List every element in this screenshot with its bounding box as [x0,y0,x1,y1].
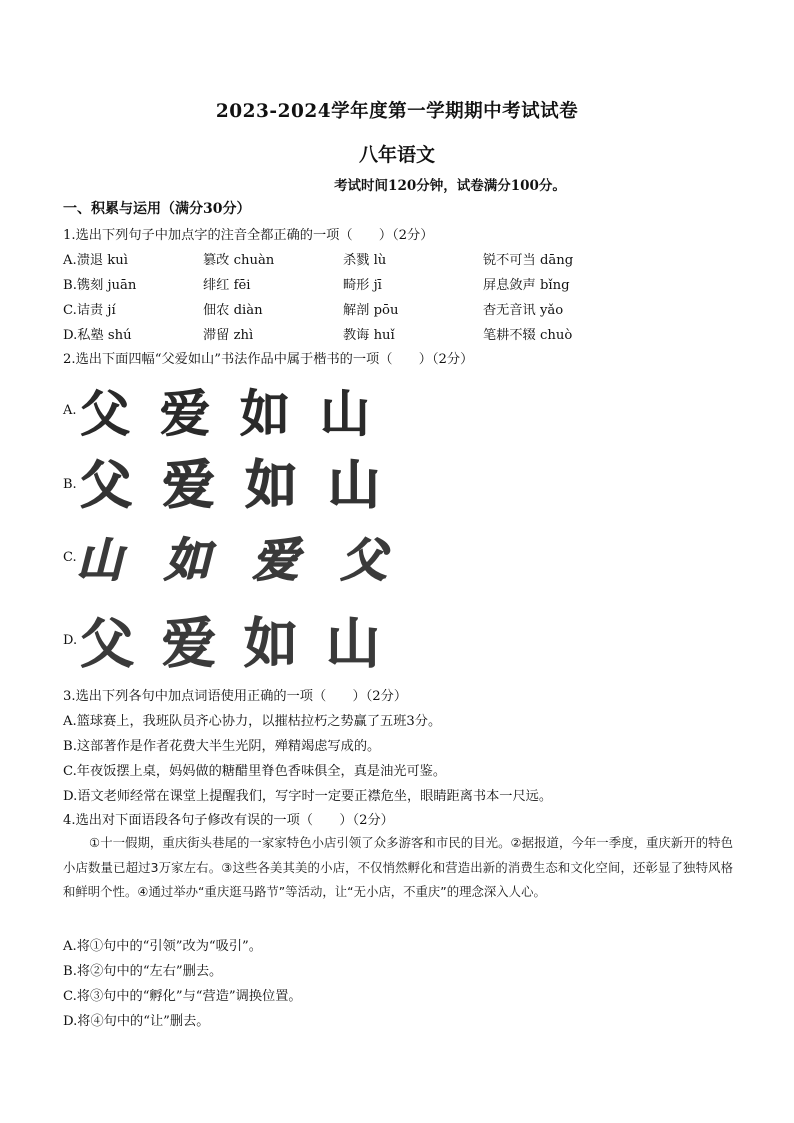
q1-cell: A.溃退 kuì [63,253,128,268]
q1-row-b [63,274,743,294]
q1-row-c [63,299,743,319]
calligraphy-c-glyphs: 山如爱父 [73,534,397,588]
calligraphy-d-image [80,612,390,675]
q1-cell: 篡改 chuàn [203,253,275,268]
q1-cell: 佃农 diàn [203,303,263,318]
q2-stem: 2.选出下面四幅“父爱如山”书法作品中属于楷书的一项（ ）（2分） [63,352,474,367]
q3-stem: 3.选出下列各句中加点词语使用正确的一项（ ）（2分） [63,689,408,704]
q3-option-d: D.语文老师经常在课堂上提醒我们，写字时一定要正襟危坐，眼睛距离书本一尺远。 [63,789,553,804]
q2-option-d-label: D. [63,633,78,648]
q3-option-c: C.年夜饭摆上桌，妈妈做的糖醋里脊色香味俱全，真是油光可鉴。 [63,764,447,779]
calligraphy-a-image [80,385,380,445]
exam-meta: 考试时间120分钟，试卷满分100分。 [334,178,566,194]
q2-option-a-label: A. [63,403,77,418]
q4-passage [63,831,733,905]
q2-option-b-label: B. [63,477,77,492]
q2-option-c-label: C. [63,550,77,565]
q4-option-c: C.将③句中的“孵化”与“营造”调换位置。 [63,989,302,1004]
calligraphy-a-glyphs: 父爱如山 [80,384,370,443]
calligraphy-b-glyphs: 父爱如山 [80,456,380,516]
q1-cell: 杀戮 lù [343,253,387,268]
exam-title: 2023-2024学年度第一学期期中考试试卷 [215,101,579,122]
q4-option-b: B.将②句中的“左右”删去。 [63,964,223,979]
q1-cell: 杳无音讯 yǎo [483,303,564,318]
q4-option-a: A.将①句中的“引领”改为“吸引”。 [63,939,262,954]
q1-cell: 解剖 pōu [343,303,399,318]
q1-row-a [63,249,743,269]
q1-cell: C.诘责 jí [63,303,116,318]
q1-cell: 屏息敛声 bǐng [483,278,570,293]
q3-option-a: A.篮球赛上，我班队员齐心协力，以摧枯拉朽之势赢了五班3分。 [63,714,442,729]
q1-cell: 锐不可当 dāng [483,253,574,268]
q1-cell: D.私塾 shú [63,328,132,343]
q1-cell: 畸形 jī [343,278,382,293]
calligraphy-d-glyphs: 父爱如山 [80,612,380,675]
calligraphy-b-image [80,456,390,516]
q1-cell: 绯红 fēi [203,278,251,293]
q1-stem: 1.选出下列句子中加点字的注音全都正确的一项（ ）（2分） [63,228,434,243]
calligraphy-c-image [73,530,400,590]
section-title: 一、积累与运用（满分30分） [63,201,251,217]
q4-option-d: D.将④句中的“让”删去。 [63,1014,210,1029]
q4-passage-text: ①十一假期，重庆街头巷尾的一家家特色小店引领了众多游客和市民的目光。②据报道，今年一季度，重庆新开的特色小店数量已超过3万家左右。③这些各美其美的小店，不仅悄然孵化和营造出新的消费生态和文化空间，还彰显了独特风格和鲜明个性。④通过举办“重庆逛马路节”等活动，让“无小店，不重庆”的理念深入人心。 [63,835,733,899]
q3-option-b: B.这部著作是作者花费大半生光阴，殚精竭虑写成的。 [63,739,381,754]
q1-cell: 滞留 zhì [203,328,254,343]
exam-subtitle: 八年语文 [358,144,435,166]
q1-cell: 教诲 huǐ [343,328,395,343]
q1-row-d [63,324,743,344]
q1-cell: B.镌刻 juān [63,278,137,293]
q4-stem: 4.选出对下面语段各句子修改有误的一项（ ）（2分） [63,813,394,828]
q1-cell: 笔耕不辍 chuò [483,328,573,343]
